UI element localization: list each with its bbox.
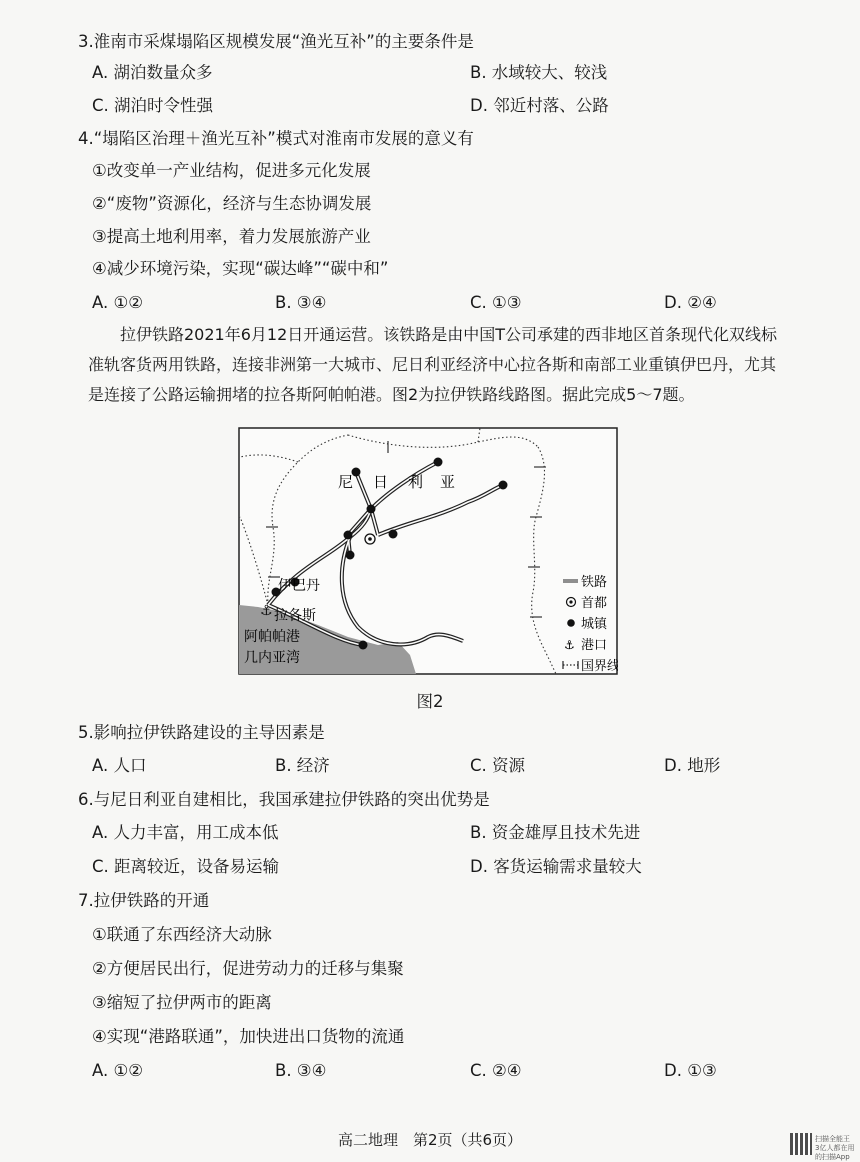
q6-option-a: A. 人力丰富，用工成本低 [92,823,279,842]
q7-item-4: ④实现“港路联通”，加快进出口货物的流通 [92,1027,405,1046]
scanner-badge [815,1135,860,1162]
q4-item-4: ④减少环境污染，实现“碳达峰”“碳中和” [92,259,389,278]
q7-item-2: ②方便居民出行，促进劳动力的迁移与集聚 [92,959,404,978]
q7-option-d: D. ①③ [664,1061,717,1080]
scanner-badge-title: 扫描全能王 [815,1135,850,1143]
q3-stem: 3.淮南市采煤塌陷区规模发展“渔光互补”的主要条件是 [78,32,474,51]
qr-code-icon [790,1133,812,1155]
legend-town: 城镇 [581,617,608,632]
anchor-icon: ⚓ [564,638,575,652]
q6-option-c: C. 距离较近，设备易运输 [92,857,280,876]
legend-capital: 首都 [581,596,608,611]
legend-border: 国界线 [581,659,618,674]
q3-option-a: A. 湖泊数量众多 [92,63,213,82]
q5-option-a: A. 人口 [92,756,147,775]
label-country-3: 利 [408,473,424,491]
q7-item-1: ①联通了东西经济大动脉 [92,925,272,944]
q3-option-c: C. 湖泊时令性强 [92,96,214,115]
legend-port: 港口 [581,638,608,653]
label-ibadan: 伊巴丹 [278,578,320,594]
q6-option-d: D. 客货运输需求量较大 [470,857,642,876]
q6-stem: 6.与尼日利亚自建相比，我国承建拉伊铁路的突出优势是 [78,790,490,809]
q5-option-b: B. 经济 [275,756,330,775]
q4-item-2: ②“废物”资源化，经济与生态协调发展 [92,194,372,213]
port-anchor-icon: ⚓ [260,603,273,619]
material-paragraph [88,320,788,410]
material-text: 拉伊铁路2021年6月12日开通运营。该铁路是由中国T公司承建的西非地区首条现代化双线标准轨客货两用铁路，连接非洲第一大城市、尼日利亚经济中心拉各斯和南部工业重镇伊巴丹，尤其是连接了公路运输拥堵的拉各斯阿帕帕港。图2为拉伊铁路线路图。据此完成5～7题。 [88,325,778,404]
label-country-1: 尼 [338,473,354,491]
q5-option-c: C. 资源 [470,756,526,775]
q4-item-1: ①改变单一产业结构，促进多元化发展 [92,161,371,180]
q3-option-b: B. 水域较大、较浅 [470,63,608,82]
label-lagos: 拉各斯 [274,608,316,624]
q4-option-a: A. ①② [92,293,144,312]
q4-option-c: C. ①③ [470,293,522,312]
q4-item-3: ③提高土地利用率，着力发展旅游产业 [92,227,371,246]
town-dot-icon [567,619,575,627]
label-gulf: 几内亚湾 [244,650,300,666]
q7-item-3: ③缩短了拉伊两市的距离 [92,993,272,1012]
figure-caption: 图2 [416,692,444,711]
q6-option-b: B. 资金雄厚且技术先进 [470,823,641,842]
label-country-2: 日 [373,473,389,491]
legend-railway: 铁路 [581,575,608,590]
scanner-badge-subtitle: 3亿人都在用的扫描App [815,1144,855,1161]
q4-option-d: D. ②④ [664,293,717,312]
q7-option-b: B. ③④ [275,1061,327,1080]
q5-stem: 5.影响拉伊铁路建设的主导因素是 [78,723,325,742]
capital-symbol [365,534,375,544]
page-footer: 高二地理 第2页（共6页） [337,1131,523,1149]
q5-option-d: D. 地形 [664,756,721,775]
q4-stem: 4.“塌陷区治理＋渔光互补”模式对淮南市发展的意义有 [78,129,474,148]
q7-stem: 7.拉伊铁路的开通 [78,891,210,910]
q4-option-b: B. ③④ [275,293,327,312]
railway-map-svg [238,427,618,675]
q3-option-d: D. 邻近村落、公路 [470,96,609,115]
railway-map [238,427,618,675]
label-apapa: 阿帕帕港 [244,629,300,645]
q7-option-a: A. ①② [92,1061,144,1080]
q7-option-c: C. ②④ [470,1061,522,1080]
label-country-4: 亚 [440,473,456,491]
